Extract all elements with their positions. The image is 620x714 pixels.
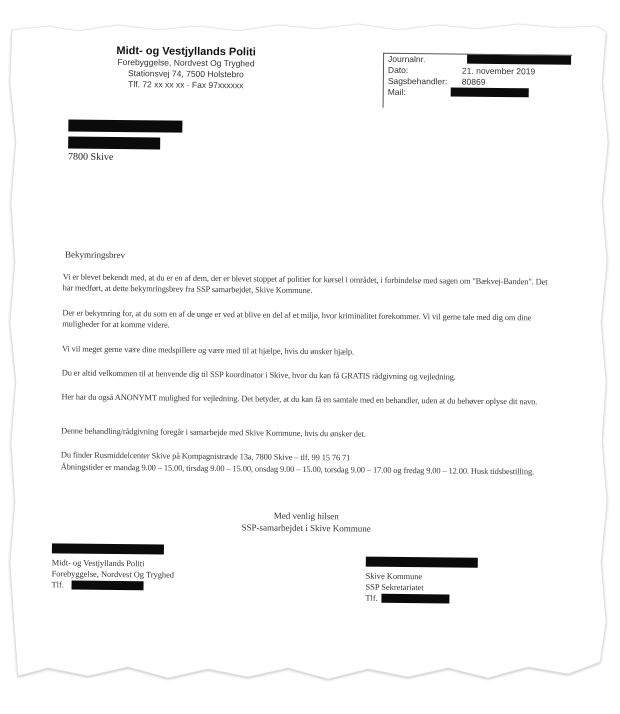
redaction-journal (467, 55, 571, 65)
date-label: Dato: (387, 64, 409, 76)
letterhead-phone: Tlf. 72 xx xx xx · Fax 97xxxxxx (128, 79, 244, 91)
redaction-mail (451, 87, 529, 97)
paragraph-2: Der er bekymring for, at du som en af de unge er ved at blive en del af et miljø, hvor kriminalitet forekommer. Vi vil gerne tale med dig om dine muligheder for at komme videre. (62, 308, 532, 330)
letterhead (71, 46, 301, 92)
letterhead-department: Forebyggelse, Nordvest Og Tryghed (117, 56, 255, 69)
letter-subject: Bekymringsbrev (64, 249, 126, 261)
closing-greeting: Med venlig hilsen (273, 510, 339, 522)
case-value: 80869 (461, 76, 486, 87)
letter-paper (8, 22, 612, 682)
contact-line-1: Du finder Rusmiddelcenter Skive på Kompagnistræde 13a, 7800 Skive – tlf. 99 15 76 71 (60, 450, 351, 463)
closing-org: SSP-samarbejdet i Skive Kommune (241, 522, 371, 534)
letterhead-org: Midt- og Vestjyllands Politi (116, 44, 256, 59)
date-value: 21. november 2019 (461, 65, 536, 77)
paragraph-6: Denne behandling/rådgivning foregår i samarbejde med Skive Kommune, hvis du ønsker det. (61, 426, 366, 439)
paragraph-5: Her har du også ANONYMT mulighed for vejledning. Det betyder, at du kan få en samtale med en behandler, uden at du behøver oplyse dit navn. (61, 392, 538, 407)
redaction-sig-right-name (366, 557, 478, 568)
redaction-sig-right-phone (381, 594, 449, 604)
sig-left-org: Midt- og Vestjyllands Politi (51, 558, 145, 569)
closing (226, 509, 386, 535)
journal-label: Journalnr. (388, 53, 426, 65)
redaction-sig-left-phone (71, 581, 143, 591)
sig-left-tel-label: Tlf. (51, 580, 64, 590)
sig-right-org: Skive Kommune (365, 571, 423, 582)
mail-label: Mail: (387, 86, 406, 98)
redaction-recipient-name (68, 119, 182, 132)
sig-right-dept: SSP Sekretariatet (365, 582, 424, 593)
contact-line-2: Åbningstider er mandag 9.00 – 15.00, tirsdag 9.00 – 15.00, onsdag 9.00 – 15.00, torsdag 9.00 – 17.00 og fredag 9.00 – 12.00. Husk tidsbestilling. (60, 462, 535, 477)
recipient-city: 7800 Skive (67, 151, 114, 163)
redaction-recipient-street (68, 136, 160, 149)
redaction-sig-left-name (52, 543, 164, 554)
sig-right-tel-label: Tlf. (365, 593, 378, 603)
paragraph-4: Du er altid velkommen til at henvende dig til SSP koordinator i Skive, hvor du kan få GRATIS rådgivning og vejledning. (61, 368, 456, 382)
case-label: Sagsbehandler: (387, 75, 448, 87)
sig-left-dept: Forebyggelse, Nordvest Og Tryghed (51, 569, 175, 580)
paragraph-1: Vi er blevet bekendt med, at du er en af dem, der er blevet stoppet af politiet for kørsel i området, i forbindelse med sagen om "Bækvej-Banden". Det har medført, at dette bekymringsbrev fra SSP samarbejdet, Skive Kommune. (62, 272, 548, 296)
paragraph-3: Vi vil meget gerne være dine medspillere og være med til at hjælpe, hvis du ønsker hjælp. (61, 344, 355, 357)
letterhead-address: Stationsvej 74, 7500 Holstebro (127, 68, 244, 80)
